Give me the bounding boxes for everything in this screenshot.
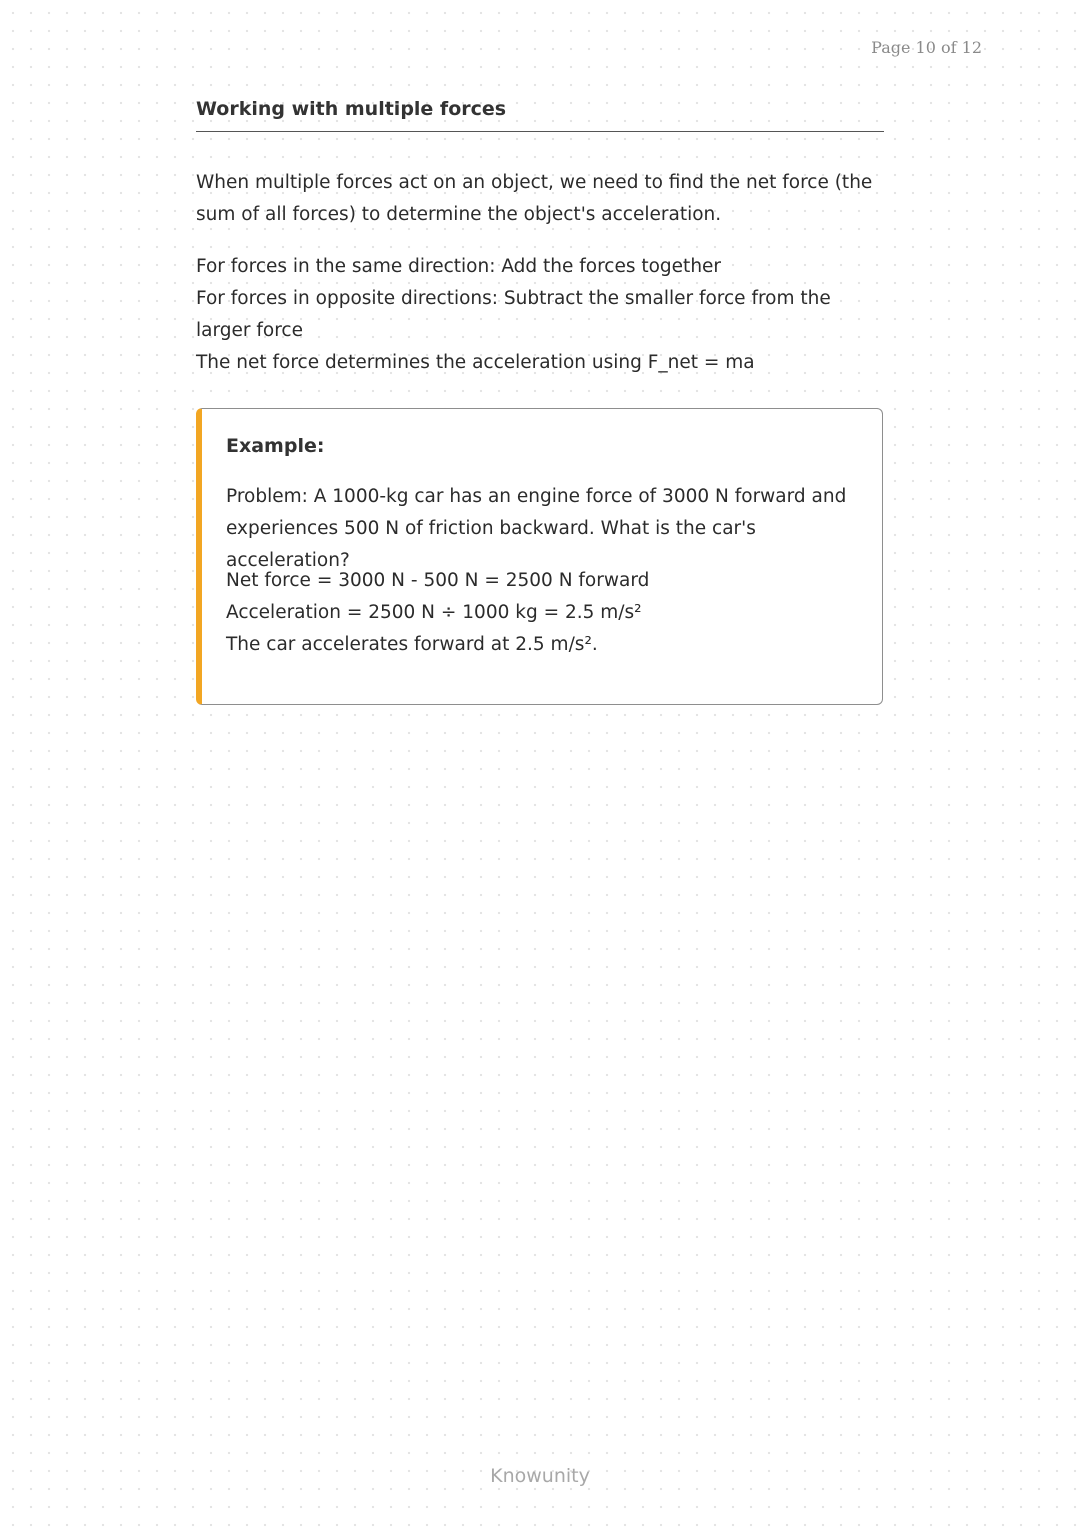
- rules-list: [196, 251, 876, 379]
- page-number: Page 10 of 12: [871, 38, 982, 57]
- intro-paragraph: When multiple forces act on an object, we need to find the net force (the sum of all forces) to determine the object's acceleration.: [196, 172, 873, 225]
- example-title: Example:: [226, 435, 325, 457]
- rule-net-force: The net force determines the acceleration using F_net = ma: [196, 352, 755, 373]
- rule-same-direction: For forces in the same direction: Add the forces together: [196, 256, 722, 277]
- footer-brand: Knowunity: [490, 1465, 590, 1487]
- example-box: [196, 408, 883, 705]
- example-problem: Problem: A 1000-kg car has an engine force of 3000 N forward and experiences 500 N of friction backward. What is the car's acceleration?: [226, 486, 847, 571]
- rule-opposite-direction: For forces in opposite directions: Subtract the smaller force from the larger force: [196, 288, 831, 341]
- section-title: Working with multiple forces: [196, 98, 884, 132]
- example-step-conclusion: The car accelerates forward at 2.5 m/s².: [226, 634, 598, 655]
- example-step-net-force: Net force = 3000 N - 500 N = 2500 N forward: [226, 570, 650, 591]
- example-steps: [226, 565, 866, 661]
- example-step-acceleration: Acceleration = 2500 N ÷ 1000 kg = 2.5 m/s²: [226, 602, 642, 623]
